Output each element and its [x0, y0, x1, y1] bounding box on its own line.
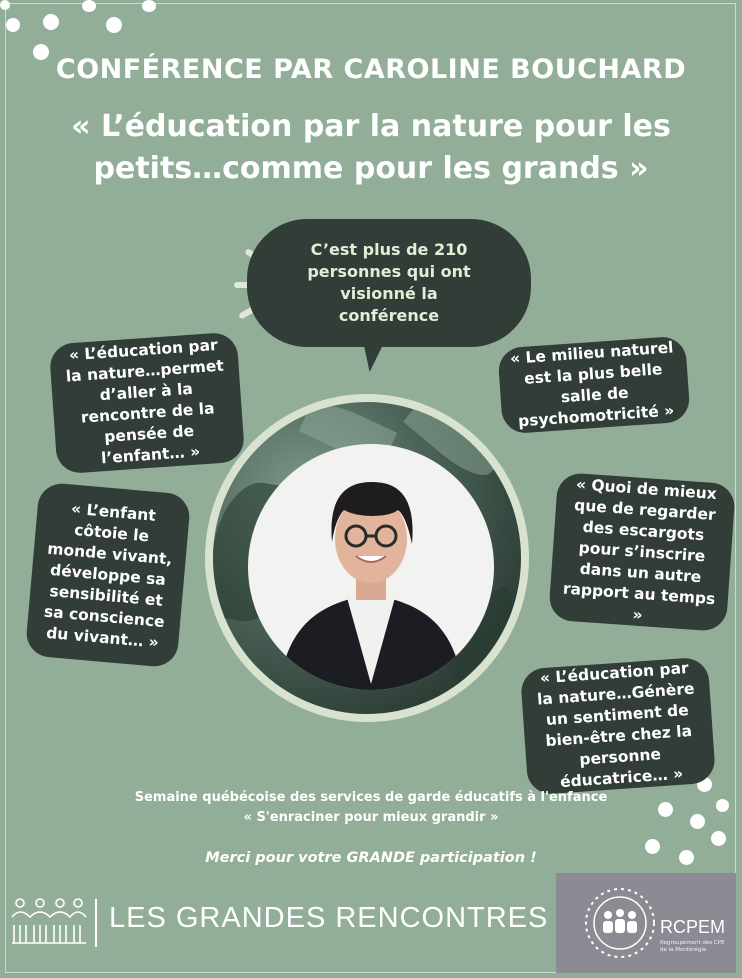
rcpem-logo-icon [580, 883, 660, 963]
quote-bubble-3 [25, 482, 192, 669]
decor-dot [6, 18, 20, 32]
event-line-2: « S'enraciner pour mieux grandir » [243, 810, 499, 825]
quote-bubble-1 [49, 332, 246, 475]
speech-bubble [247, 219, 531, 347]
decor-dot [82, 0, 96, 12]
quote-text: « Le milieu naturel est la plus belle salle de psychomotricité » [509, 338, 675, 431]
speech-bubble-text: C’est plus de 210 personnes qui ont visionné la conférence [307, 240, 471, 325]
quote-text: « L’éducation par la nature…permet d’aller à la rencontre de la pensée de l’enfant… » [65, 335, 225, 468]
quote-text: « L’enfant côtoie le monde vivant, développe sa sensibilité et sa conscience du vivant… » [43, 499, 173, 652]
event-line-1: Semaine québécoise des services de garde éducatifs à l'enfance [134, 790, 608, 805]
people-logo-icon [10, 895, 88, 951]
conference-subtitle [0, 106, 742, 190]
partner-name: RCPEM [660, 917, 726, 937]
conference-title: CONFÉRENCE PAR CAROLINE BOUCHARD [55, 54, 687, 85]
quote-bubble-4 [548, 472, 736, 632]
subtitle-line-1: « L’éducation par la nature pour les [71, 109, 671, 144]
quote-text: « L’éducation par la nature…Génère un sentiment de bien-être chez la personne éducatrice… » [536, 658, 696, 792]
speaker-portrait [248, 444, 494, 690]
subtitle-line-2: petits…comme pour les grands » [93, 151, 649, 186]
decor-dot [0, 0, 10, 10]
decor-dot [142, 0, 156, 12]
thanks-message: Merci pour votre GRANDE participation ! [205, 850, 537, 866]
speaker-photo [248, 444, 494, 690]
partner-subtitle: Regroupement des CPE de la Montérégie [660, 940, 725, 953]
logo-divider [95, 899, 97, 947]
event-caption [0, 788, 742, 828]
brand-name: LES GRANDES RENCONTRES [109, 902, 549, 934]
quote-bubble-2 [497, 336, 691, 435]
quote-text: « Quoi de mieux que de regarder des escargots pour s’inscrire dans un autre rapport au temps » [562, 474, 718, 624]
decor-dot [711, 831, 726, 846]
decor-dot [106, 17, 122, 33]
decor-dot [43, 14, 59, 30]
speech-bubble-tail [358, 338, 387, 372]
quote-bubble-5 [520, 657, 716, 796]
